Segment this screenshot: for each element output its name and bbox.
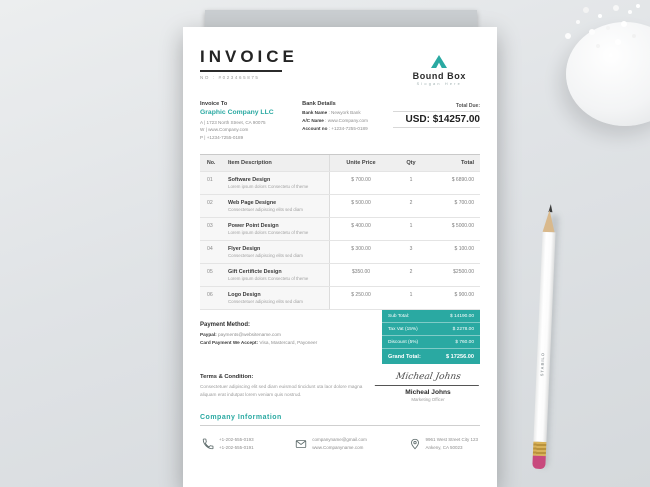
col-header-description: Item Description [226, 155, 329, 171]
row-number: 02 [200, 195, 226, 217]
title-underline [200, 70, 282, 72]
item-title: Gift Certificte Design [228, 269, 282, 276]
company-logo [413, 55, 466, 86]
item-qty: 3 [409, 246, 413, 253]
paypal-label: Paypal: [200, 332, 217, 338]
table-row [200, 218, 480, 241]
bank-details-label: Bank Details [302, 101, 336, 107]
col-header-total: Total [461, 160, 474, 167]
grand-total-label: Grand Total: [388, 353, 421, 360]
payment-summary-row [200, 310, 480, 364]
location-pin-icon [409, 438, 421, 450]
row-number: 06 [200, 287, 226, 309]
bank-name-key: Bank Name [302, 110, 328, 115]
grand-total-value: $ 17256.00 [446, 353, 474, 360]
row-description-cell [226, 287, 329, 309]
pencil-brand-text: STABILO [539, 351, 546, 377]
terms-signature-row [200, 364, 480, 402]
table-row [200, 172, 480, 195]
col-header-unit-price: Unite Price [329, 155, 392, 171]
item-title: Logo Design [228, 292, 261, 299]
footer-email-item [295, 436, 367, 451]
email-address: companyname@gmail.com [312, 437, 367, 443]
col-header-no: No. [200, 155, 226, 171]
item-unit-price: $ 250.00 [329, 287, 392, 309]
table-row [200, 195, 480, 218]
invoice-info-row [200, 101, 480, 141]
phone-icon [202, 438, 214, 450]
city-address: Ankeny, CA 50023 [425, 444, 463, 450]
footer-address-lines [426, 436, 478, 451]
footer-contact-row [200, 436, 480, 451]
signature-title: Marketing Officer [411, 397, 445, 403]
pencil-wood-tip [543, 210, 556, 233]
logo-company-name: Bound Box [412, 71, 466, 81]
invoice-number: NO : #023465875 [200, 75, 260, 80]
discount-row [382, 336, 480, 349]
company-information-heading: Company Information [200, 414, 480, 426]
item-qty: 2 [409, 269, 413, 276]
footer-address-item [409, 436, 478, 451]
paypal-row [200, 331, 317, 339]
table-row [200, 287, 480, 310]
total-due-amount: USD: $14257.00 [393, 111, 480, 128]
item-title: Web Page Designe [228, 200, 277, 207]
client-phone-line: P | +1234-7255-0189 [200, 134, 244, 140]
col-header-qty: Qty [406, 160, 416, 167]
total-due-label: Total Due: [455, 103, 480, 109]
row-number: 01 [200, 172, 226, 194]
row-number: 03 [200, 218, 226, 240]
item-unit-price: $ 300.00 [329, 241, 392, 263]
item-subtext: Consectetuer adipiscing elits sed diam [228, 299, 303, 305]
pencil-eraser [532, 456, 546, 470]
invoice-paper [183, 27, 497, 487]
item-qty: 2 [409, 200, 413, 207]
invoice-title: INVOICE [200, 47, 298, 66]
account-no-key: Account no [302, 125, 328, 131]
logo-triangle-icon [431, 55, 447, 69]
invoice-title-block [200, 47, 298, 80]
tax-label: Tax Vat (15%) [388, 326, 418, 332]
terms-block [200, 374, 368, 399]
item-unit-price: $ 500.00 [329, 195, 392, 217]
footer-phone-item [202, 436, 254, 451]
total-due-block [393, 103, 480, 141]
pencil-ferrule [533, 442, 547, 457]
items-table [200, 154, 480, 310]
bank-name-row [302, 109, 393, 117]
item-unit-price: $350.00 [329, 264, 392, 286]
item-total: $ 700.00 [454, 200, 474, 207]
item-qty: 1 [409, 292, 413, 299]
row-number: 05 [200, 264, 226, 286]
logo-slogan: Slogan Here [416, 82, 462, 86]
totals-summary-box [382, 310, 480, 364]
item-qty: 1 [409, 223, 413, 230]
item-total: $ 6890.00 [451, 177, 474, 184]
item-subtext: Consectetuer adipiscing elits sed diam [228, 207, 303, 213]
table-row [200, 264, 480, 287]
item-subtext: Lorem ipsum dolors Consectetu of theme [228, 230, 309, 236]
discount-label: Discount (5%) [388, 339, 419, 345]
pencil-decoration [532, 204, 557, 470]
item-title: Software Design [228, 177, 271, 184]
signature-name: Micheal Johns [405, 389, 451, 397]
item-total: $2500.00 [453, 269, 474, 276]
item-total: $ 900.00 [454, 292, 474, 299]
subtotal-row [382, 310, 480, 323]
tax-row [382, 323, 480, 336]
row-description-cell [226, 241, 329, 263]
envelope-icon [295, 438, 307, 450]
invoice-header [200, 47, 480, 86]
bank-details-block [302, 101, 393, 141]
phone-number-2: +1-202-555-0191 [219, 444, 254, 450]
ac-name-key: A/C Name [302, 117, 324, 123]
ac-name-row [302, 117, 393, 125]
ac-name-value: : www.Company.com [325, 117, 368, 123]
item-title: Power Point Design [228, 223, 279, 230]
card-payment-value: Visa, Mastercard, Payoneer [259, 340, 318, 346]
item-subtext: Lorem ipsum dolors Consectetu of theme [228, 276, 309, 282]
grand-total-row [382, 349, 480, 364]
street-address: 9961 West Street City 123 [425, 437, 478, 443]
paypal-value: payments@websitename.com [218, 332, 281, 338]
subtotal-value: $ 14190.00 [449, 313, 474, 319]
signature-script: Micheal Johns [375, 372, 481, 386]
footer-email-lines [312, 436, 367, 451]
phone-number-1: +1-202-555-0193 [219, 437, 254, 443]
footer-phone-lines [219, 436, 254, 451]
terms-body: Consectetuer adipiscing elit sed diam euismod tincidunt uta laor dolore magna aliquam erat indutpat lorem veniam quis nostrud. [200, 384, 363, 398]
account-no-row [302, 125, 393, 133]
card-payment-label: Card Payment We Accept: [200, 340, 259, 346]
item-unit-price: $ 700.00 [329, 172, 392, 194]
table-row [200, 241, 480, 264]
item-title: Flyer Design [228, 246, 261, 253]
terms-heading: Terms & Condition: [200, 374, 254, 381]
item-qty: 1 [409, 177, 413, 184]
account-no-value: : +1234-7255-0189 [328, 125, 368, 131]
payment-method-block [200, 322, 317, 347]
babys-breath-flowers-decoration [636, 4, 640, 8]
client-website-line: W | www.Company.com [200, 127, 249, 133]
item-subtext: Consectetuer adipiscing elits sed diam [228, 253, 303, 259]
table-header-row [200, 155, 480, 172]
row-description-cell [226, 195, 329, 217]
item-total: $ 100.00 [454, 246, 474, 253]
website-address: www.Companyname.com [312, 444, 364, 450]
row-number: 04 [200, 241, 226, 263]
row-description-cell [226, 264, 329, 286]
item-total: $ 5000.00 [451, 223, 474, 230]
client-address-line: A | 1723 North Street, CA 90075 [200, 120, 266, 125]
tax-value: $ 2278.00 [452, 326, 474, 332]
subtotal-label: Sub Total: [388, 313, 410, 319]
item-subtext: Lorem ipsum dolors Consectetu of theme [228, 184, 309, 190]
row-description-cell [226, 218, 329, 240]
item-unit-price: $ 400.00 [329, 218, 392, 240]
invoice-to-block [200, 101, 302, 141]
bank-name-value: : Newyork Bank [328, 110, 361, 115]
discount-value: $ 760.00 [455, 339, 474, 345]
payment-method-heading: Payment Method: [200, 322, 251, 329]
signature-block [376, 372, 480, 402]
flower-vase-decoration [566, 22, 650, 126]
client-company-name: Graphic Company LLC [200, 109, 274, 116]
invoice-to-label: Invoice To [200, 101, 228, 107]
card-payment-row [200, 339, 317, 347]
row-description-cell [226, 172, 329, 194]
